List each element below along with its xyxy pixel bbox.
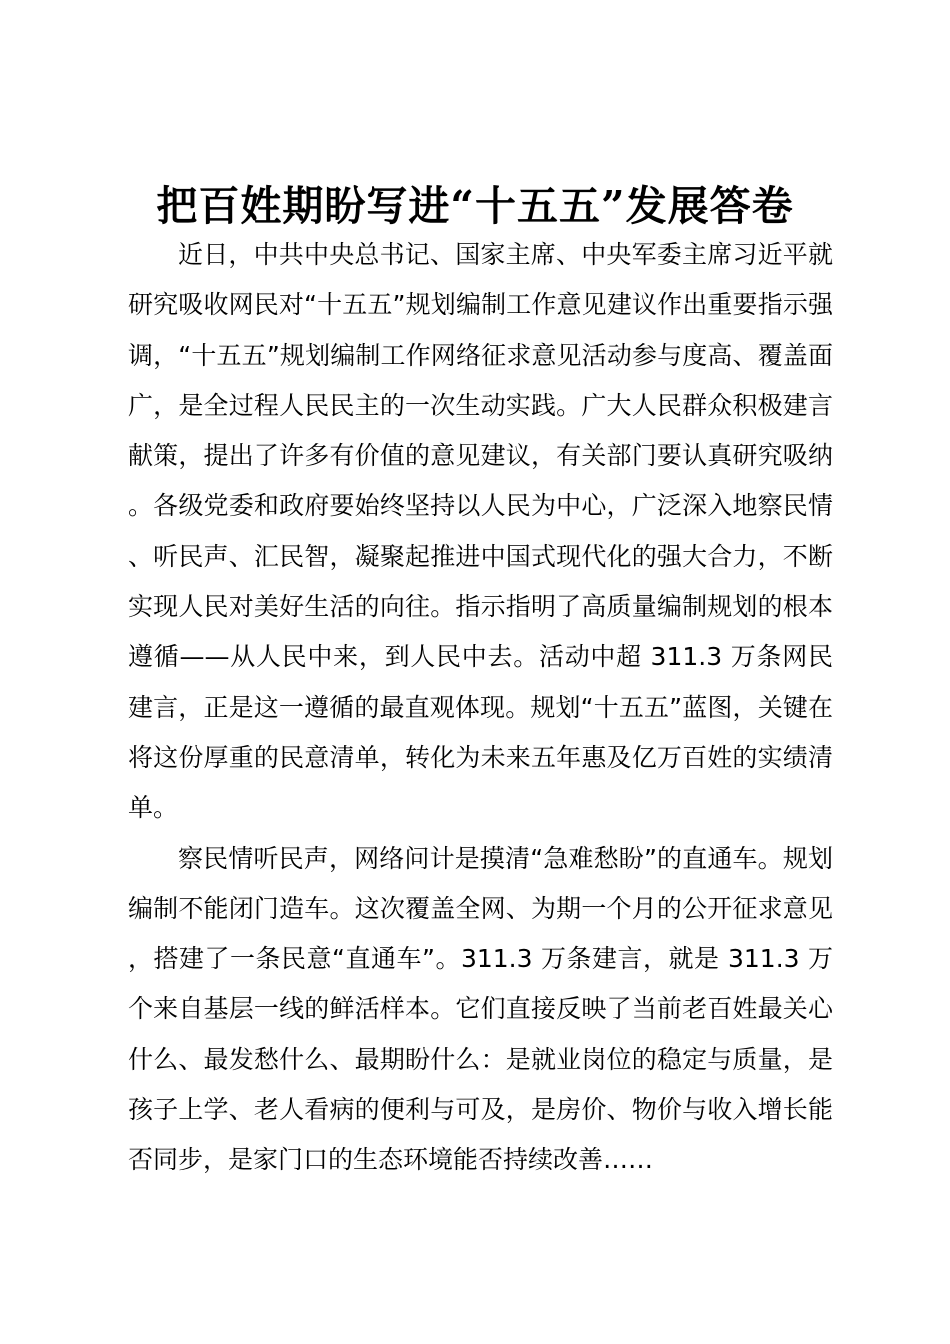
paragraph-1: 近日，中共中央总书记、国家主席、中央军委主席习近平就研究吸收网民对“十五五”规划编制工作意见建议作出重要指示强调，“十五五”规划编制工作网络征求意见活动参与度高、覆盖面广，是全过程人民民主的一次生动实践。广大人民群众积极建言献策，提出了许多有价值的意见建议，有关部门要认真研究吸纳。各级党委和政府要始终坚持以人民为中心，广泛深入地察民情、听民声、汇民智，凝聚起推进中国式现代化的强大合力，不断实现人民对美好生活的向往。指示指明了高质量编制规划的根本遵循——从人民中来，到人民中去。活动中超 311.3 万条网民建言，正是这一遵循的最直观体现。规划“十五五”蓝图，关键在将这份厚重的民意清单，转化为未来五年惠及亿万百姓的实绩清单。 <box>128 240 833 823</box>
paragraph-2: 察民情听民声，网络问计是摸清“急难愁盼”的直通车。规划编制不能闭门造车。这次覆盖全网、为期一个月的公开征求意见，搭建了一条民意“直通车”。311.3 万条建言，就是 311.3 万个来自基层一线的鲜活样本。它们直接反映了当前老百姓最关心什么、最发愁什么、最期盼什么：是就业岗位的稳定与质量，是孩子上学、老人看病的便利与可及，是房价、物价与收入增长能否同步，是家门口的生态环境能否持续改善…… <box>128 843 833 1175</box>
document-title: 把百姓期盼写进“十五五”发展答卷 <box>156 182 794 230</box>
document-body <box>128 230 833 1186</box>
